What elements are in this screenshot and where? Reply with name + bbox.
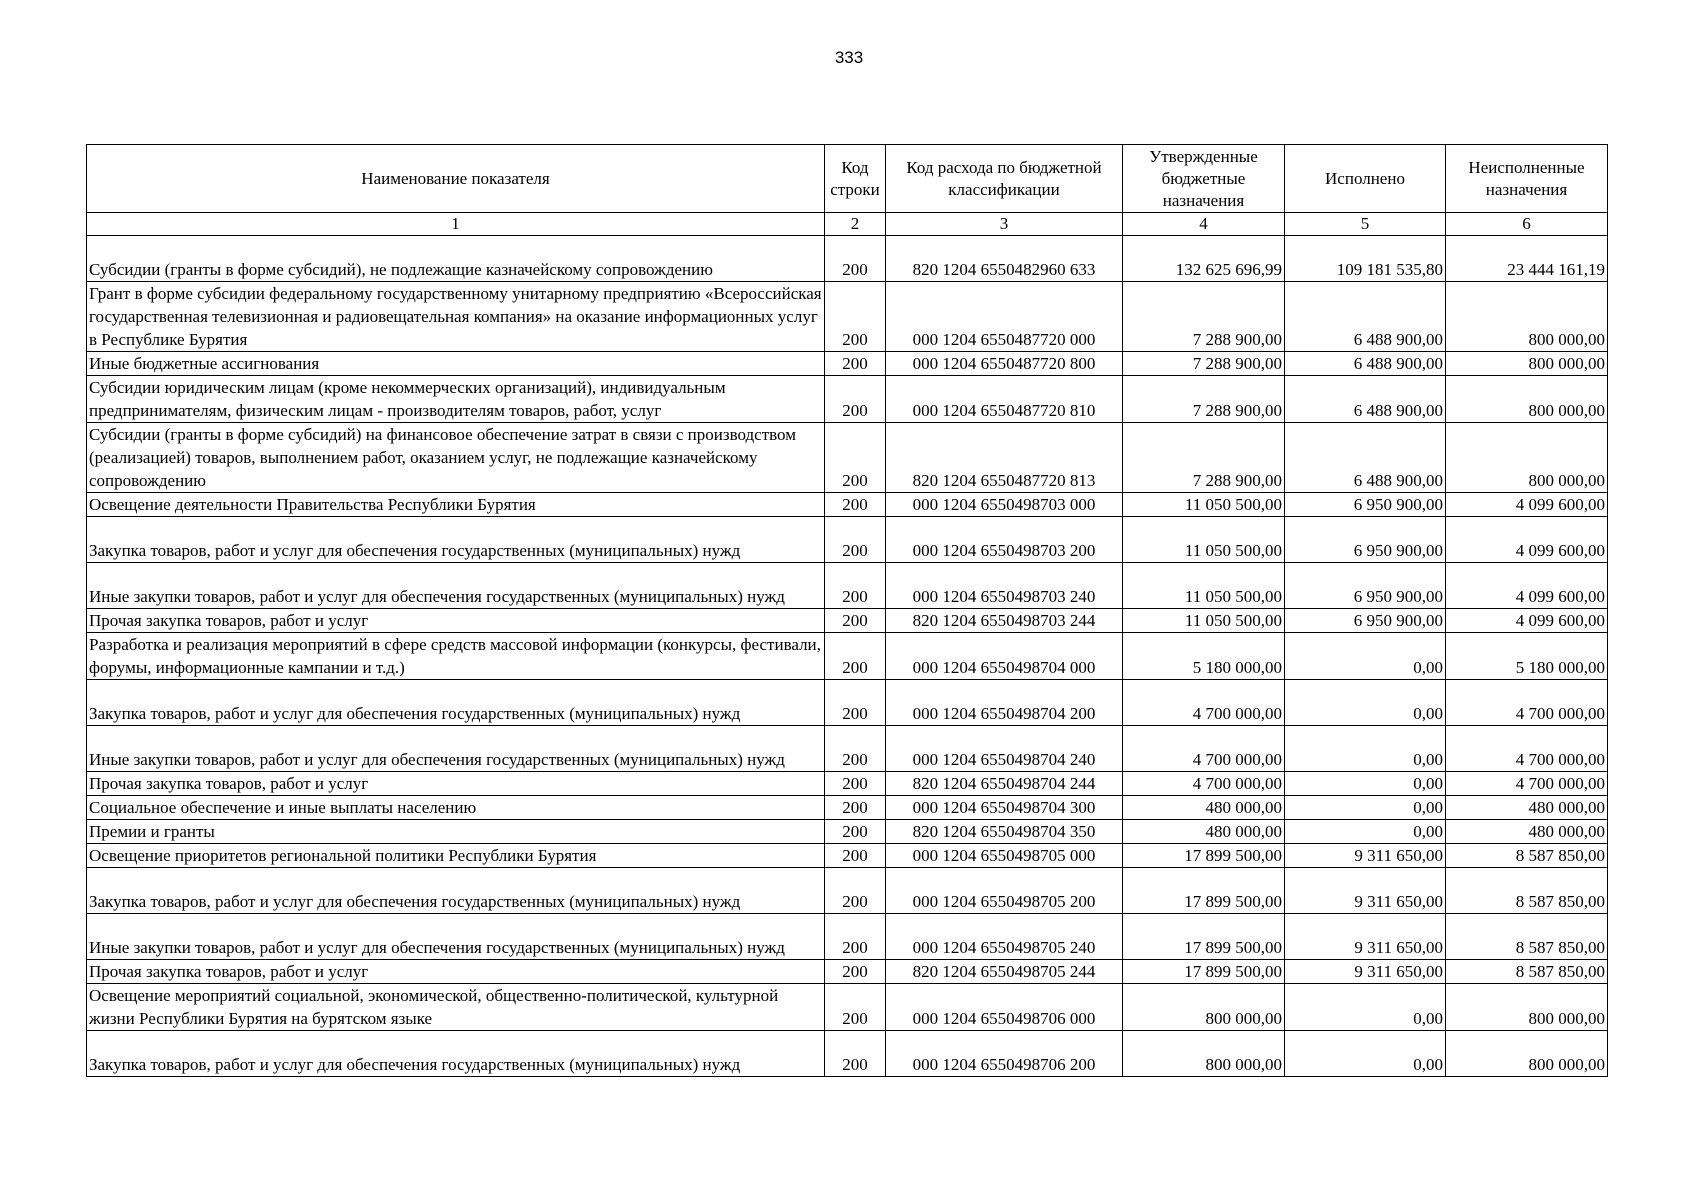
row-classification-code: 000 1204 6550498704 000 <box>886 633 1123 680</box>
page-number: 333 <box>834 48 864 67</box>
table-row <box>87 609 1608 633</box>
row-executed: 6 950 900,00 <box>1285 517 1446 563</box>
column-number: 5 <box>1285 213 1446 236</box>
table-row <box>87 726 1608 772</box>
row-unexecuted: 5 180 000,00 <box>1446 633 1608 680</box>
table-row <box>87 914 1608 960</box>
row-unexecuted: 800 000,00 <box>1446 352 1608 376</box>
row-classification-code: 000 1204 6550498704 300 <box>886 796 1123 820</box>
row-classification-code: 000 1204 6550498706 200 <box>886 1031 1123 1077</box>
header-unexecuted: Неисполненные назначения <box>1446 145 1608 213</box>
row-approved: 800 000,00 <box>1123 1031 1285 1077</box>
row-classification-code: 000 1204 6550498705 000 <box>886 844 1123 868</box>
row-name: Закупка товаров, работ и услуг для обеспечения государственных (муниципальных) нужд <box>87 517 825 563</box>
row-approved: 7 288 900,00 <box>1123 376 1285 423</box>
row-executed: 0,00 <box>1285 820 1446 844</box>
row-classification-code: 000 1204 6550498704 200 <box>886 680 1123 726</box>
row-name: Грант в форме субсидии федеральному государственному унитарному предприятию «Всероссийская государственная телевизионная и радиовещательная компания» на оказание информационных услуг в Республике Бурятия <box>87 282 825 352</box>
row-name: Иные бюджетные ассигнования <box>87 352 825 376</box>
row-name: Разработка и реализация мероприятий в сфере средств массовой информации (конкурсы, фестивали, форумы, информационные кампании и т.д.) <box>87 633 825 680</box>
row-executed: 6 488 900,00 <box>1285 282 1446 352</box>
row-executed: 0,00 <box>1285 796 1446 820</box>
row-unexecuted: 480 000,00 <box>1446 820 1608 844</box>
row-executed: 0,00 <box>1285 772 1446 796</box>
row-name: Прочая закупка товаров, работ и услуг <box>87 609 825 633</box>
row-classification-code: 000 1204 6550498703 200 <box>886 517 1123 563</box>
row-approved: 4 700 000,00 <box>1123 680 1285 726</box>
row-executed: 0,00 <box>1285 726 1446 772</box>
row-line-code: 200 <box>825 680 886 726</box>
row-line-code: 200 <box>825 772 886 796</box>
row-approved: 7 288 900,00 <box>1123 423 1285 493</box>
row-classification-code: 820 1204 6550498705 244 <box>886 960 1123 984</box>
row-line-code: 200 <box>825 609 886 633</box>
row-unexecuted: 4 099 600,00 <box>1446 563 1608 609</box>
table-row <box>87 960 1608 984</box>
row-name: Субсидии юридическим лицам (кроме некоммерческих организаций), индивидуальным предпринимателям, физическим лицам - производителям товаров, работ, услуг <box>87 376 825 423</box>
row-line-code: 200 <box>825 493 886 517</box>
row-executed: 6 950 900,00 <box>1285 609 1446 633</box>
table-row <box>87 772 1608 796</box>
row-unexecuted: 4 099 600,00 <box>1446 493 1608 517</box>
row-approved: 480 000,00 <box>1123 796 1285 820</box>
table-row <box>87 984 1608 1031</box>
row-executed: 6 488 900,00 <box>1285 423 1446 493</box>
row-name: Прочая закупка товаров, работ и услуг <box>87 772 825 796</box>
row-unexecuted: 4 700 000,00 <box>1446 726 1608 772</box>
row-line-code: 200 <box>825 984 886 1031</box>
row-line-code: 200 <box>825 517 886 563</box>
row-classification-code: 820 1204 6550498704 350 <box>886 820 1123 844</box>
column-number: 4 <box>1123 213 1285 236</box>
row-executed: 9 311 650,00 <box>1285 914 1446 960</box>
row-line-code: 200 <box>825 563 886 609</box>
row-approved: 7 288 900,00 <box>1123 282 1285 352</box>
table-row <box>87 633 1608 680</box>
row-unexecuted: 4 700 000,00 <box>1446 680 1608 726</box>
table-row <box>87 236 1608 282</box>
row-approved: 4 700 000,00 <box>1123 772 1285 796</box>
row-executed: 0,00 <box>1285 1031 1446 1077</box>
row-approved: 11 050 500,00 <box>1123 517 1285 563</box>
row-name: Социальное обеспечение и иные выплаты населению <box>87 796 825 820</box>
header-name: Наименование показателя <box>87 145 825 213</box>
row-classification-code: 000 1204 6550487720 000 <box>886 282 1123 352</box>
row-line-code: 200 <box>825 423 886 493</box>
row-approved: 800 000,00 <box>1123 984 1285 1031</box>
row-classification-code: 820 1204 6550482960 633 <box>886 236 1123 282</box>
row-approved: 4 700 000,00 <box>1123 726 1285 772</box>
header-approved: Утвержденные бюджетные назначения <box>1123 145 1285 213</box>
table-row <box>87 352 1608 376</box>
row-unexecuted: 8 587 850,00 <box>1446 844 1608 868</box>
row-classification-code: 000 1204 6550498704 240 <box>886 726 1123 772</box>
row-line-code: 200 <box>825 282 886 352</box>
row-approved: 11 050 500,00 <box>1123 609 1285 633</box>
row-classification-code: 820 1204 6550498703 244 <box>886 609 1123 633</box>
row-classification-code: 000 1204 6550498705 240 <box>886 914 1123 960</box>
row-unexecuted: 800 000,00 <box>1446 984 1608 1031</box>
table-row <box>87 376 1608 423</box>
row-line-code: 200 <box>825 820 886 844</box>
row-approved: 11 050 500,00 <box>1123 493 1285 517</box>
row-unexecuted: 800 000,00 <box>1446 1031 1608 1077</box>
table-row <box>87 680 1608 726</box>
row-line-code: 200 <box>825 376 886 423</box>
table-row <box>87 563 1608 609</box>
row-unexecuted: 8 587 850,00 <box>1446 868 1608 914</box>
row-approved: 17 899 500,00 <box>1123 844 1285 868</box>
row-executed: 6 950 900,00 <box>1285 493 1446 517</box>
row-unexecuted: 480 000,00 <box>1446 796 1608 820</box>
row-unexecuted: 4 099 600,00 <box>1446 609 1608 633</box>
row-executed: 0,00 <box>1285 633 1446 680</box>
row-approved: 7 288 900,00 <box>1123 352 1285 376</box>
header-classification-code: Код расхода по бюджетной классификации <box>886 145 1123 213</box>
table-row <box>87 282 1608 352</box>
row-executed: 9 311 650,00 <box>1285 960 1446 984</box>
row-classification-code: 000 1204 6550498705 200 <box>886 868 1123 914</box>
column-number: 1 <box>87 213 825 236</box>
row-executed: 0,00 <box>1285 984 1446 1031</box>
table-header-row <box>87 145 1608 213</box>
row-classification-code: 000 1204 6550498706 000 <box>886 984 1123 1031</box>
row-line-code: 200 <box>825 1031 886 1077</box>
row-classification-code: 000 1204 6550498703 000 <box>886 493 1123 517</box>
row-classification-code: 000 1204 6550498703 240 <box>886 563 1123 609</box>
row-name: Иные закупки товаров, работ и услуг для обеспечения государственных (муниципальных) нужд <box>87 563 825 609</box>
table-row <box>87 820 1608 844</box>
row-line-code: 200 <box>825 868 886 914</box>
row-unexecuted: 8 587 850,00 <box>1446 914 1608 960</box>
row-name: Премии и гранты <box>87 820 825 844</box>
row-executed: 0,00 <box>1285 680 1446 726</box>
row-executed: 6 950 900,00 <box>1285 563 1446 609</box>
row-name: Закупка товаров, работ и услуг для обеспечения государственных (муниципальных) нужд <box>87 680 825 726</box>
row-name: Субсидии (гранты в форме субсидий) на финансовое обеспечение затрат в связи с производством (реализацией) товаров, выполнением работ, оказанием услуг, не подлежащие казначейскому сопровождению <box>87 423 825 493</box>
row-unexecuted: 800 000,00 <box>1446 423 1608 493</box>
row-approved: 17 899 500,00 <box>1123 914 1285 960</box>
row-name: Иные закупки товаров, работ и услуг для обеспечения государственных (муниципальных) нужд <box>87 914 825 960</box>
row-executed: 6 488 900,00 <box>1285 352 1446 376</box>
row-unexecuted: 800 000,00 <box>1446 282 1608 352</box>
table-row <box>87 517 1608 563</box>
row-approved: 480 000,00 <box>1123 820 1285 844</box>
row-name: Закупка товаров, работ и услуг для обеспечения государственных (муниципальных) нужд <box>87 1031 825 1077</box>
row-unexecuted: 4 099 600,00 <box>1446 517 1608 563</box>
row-classification-code: 000 1204 6550487720 810 <box>886 376 1123 423</box>
row-executed: 6 488 900,00 <box>1285 376 1446 423</box>
row-name: Прочая закупка товаров, работ и услуг <box>87 960 825 984</box>
table-row <box>87 493 1608 517</box>
row-approved: 17 899 500,00 <box>1123 868 1285 914</box>
row-classification-code: 000 1204 6550487720 800 <box>886 352 1123 376</box>
row-executed: 109 181 535,80 <box>1285 236 1446 282</box>
column-number: 2 <box>825 213 886 236</box>
row-line-code: 200 <box>825 726 886 772</box>
row-line-code: 200 <box>825 352 886 376</box>
row-line-code: 200 <box>825 960 886 984</box>
column-number-row <box>87 213 1608 236</box>
row-line-code: 200 <box>825 633 886 680</box>
row-unexecuted: 23 444 161,19 <box>1446 236 1608 282</box>
row-approved: 17 899 500,00 <box>1123 960 1285 984</box>
row-unexecuted: 800 000,00 <box>1446 376 1608 423</box>
row-line-code: 200 <box>825 844 886 868</box>
row-name: Закупка товаров, работ и услуг для обеспечения государственных (муниципальных) нужд <box>87 868 825 914</box>
header-executed: Исполнено <box>1285 145 1446 213</box>
row-classification-code: 820 1204 6550487720 813 <box>886 423 1123 493</box>
table-row <box>87 844 1608 868</box>
row-name: Субсидии (гранты в форме субсидий), не подлежащие казначейскому сопровождению <box>87 236 825 282</box>
row-executed: 9 311 650,00 <box>1285 868 1446 914</box>
row-name: Освещение мероприятий социальной, экономической, общественно-политической, культурной жизни Республики Бурятия на бурятском языке <box>87 984 825 1031</box>
row-name: Освещение деятельности Правительства Республики Бурятия <box>87 493 825 517</box>
row-name: Иные закупки товаров, работ и услуг для обеспечения государственных (муниципальных) нужд <box>87 726 825 772</box>
column-number: 3 <box>886 213 1123 236</box>
row-unexecuted: 4 700 000,00 <box>1446 772 1608 796</box>
table-row <box>87 796 1608 820</box>
row-classification-code: 820 1204 6550498704 244 <box>886 772 1123 796</box>
table-row <box>87 423 1608 493</box>
table-row <box>87 868 1608 914</box>
row-approved: 132 625 696,99 <box>1123 236 1285 282</box>
row-line-code: 200 <box>825 796 886 820</box>
budget-report-table <box>86 144 1608 1077</box>
column-number: 6 <box>1446 213 1608 236</box>
row-approved: 11 050 500,00 <box>1123 563 1285 609</box>
table-row <box>87 1031 1608 1077</box>
header-line-code: Код строки <box>825 145 886 213</box>
row-name: Освещение приоритетов региональной политики Республики Бурятия <box>87 844 825 868</box>
row-line-code: 200 <box>825 236 886 282</box>
row-approved: 5 180 000,00 <box>1123 633 1285 680</box>
row-unexecuted: 8 587 850,00 <box>1446 960 1608 984</box>
row-executed: 9 311 650,00 <box>1285 844 1446 868</box>
row-line-code: 200 <box>825 914 886 960</box>
